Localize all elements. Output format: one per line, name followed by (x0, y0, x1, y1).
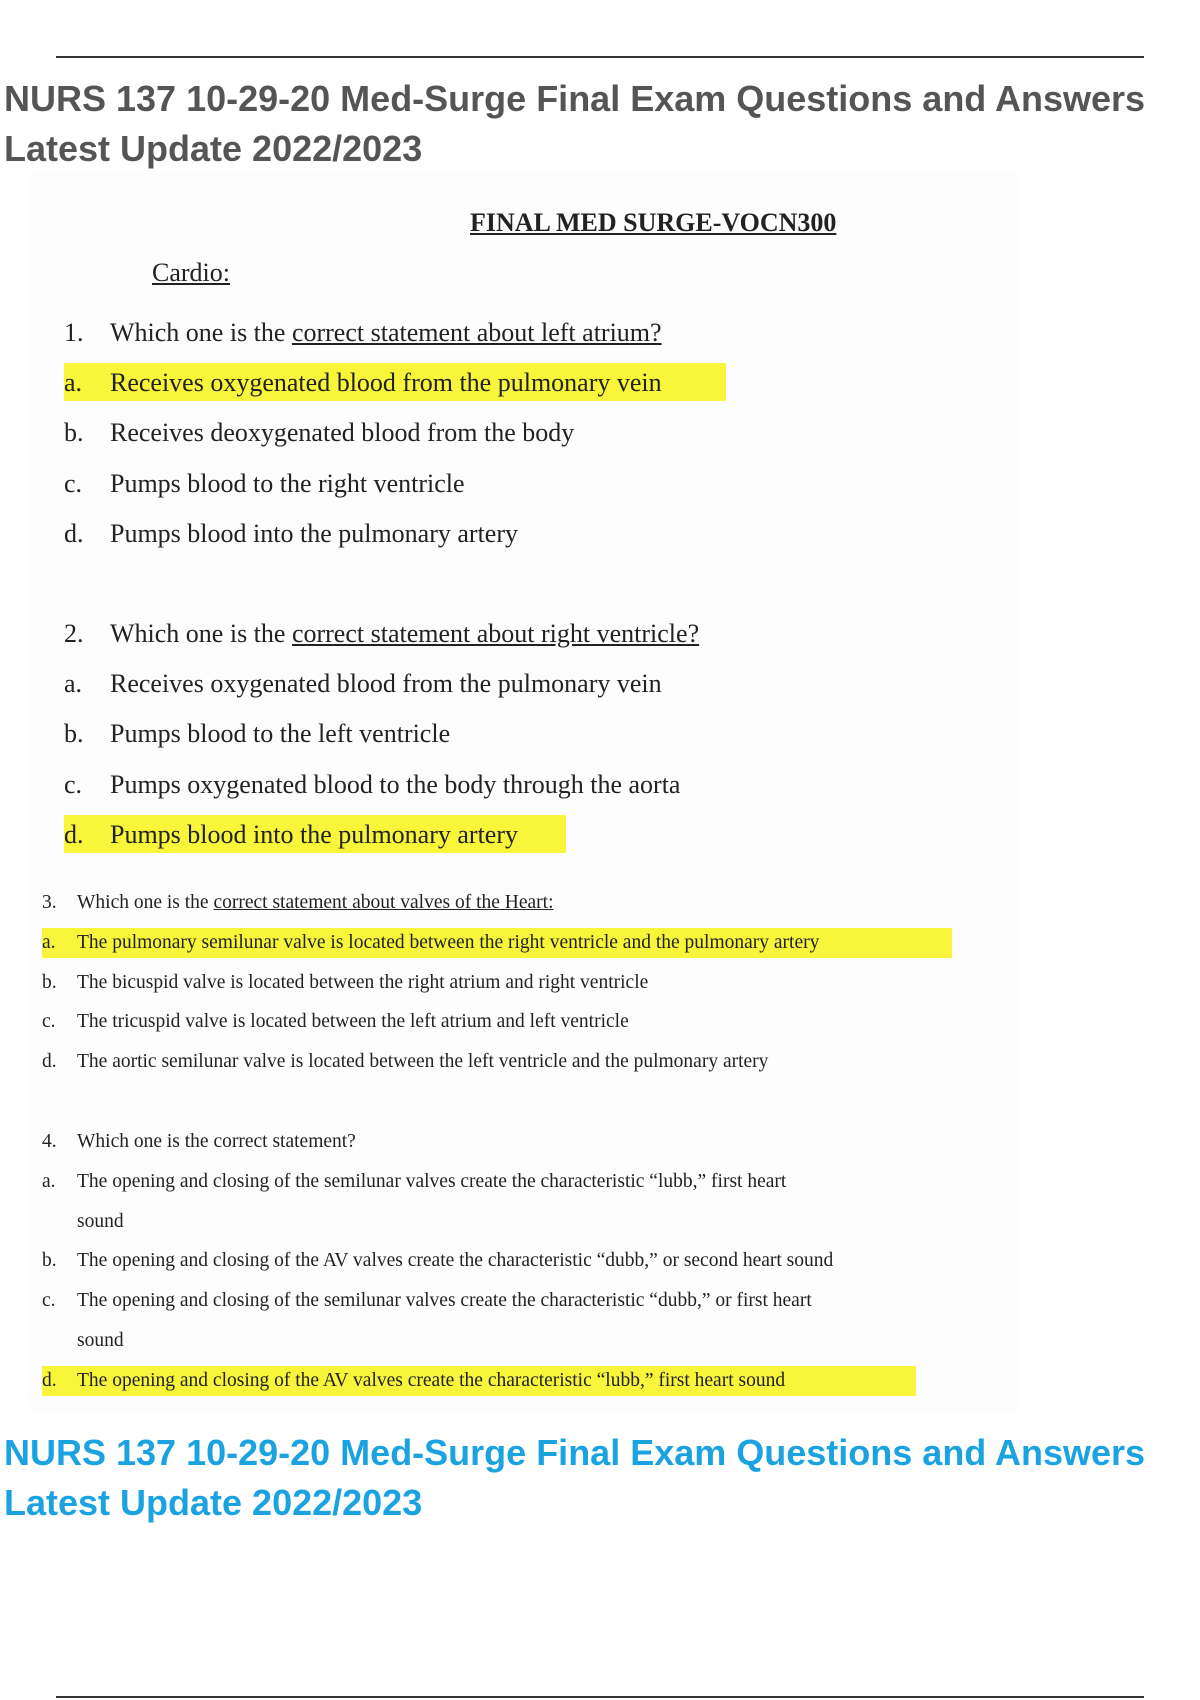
question-underlined-text: correct statement about left atrium? (291, 318, 662, 347)
question-text: Which one is the (77, 892, 214, 913)
option-text: Pumps blood into the pulmonary artery (110, 820, 519, 849)
question-text: Which one is the (110, 318, 292, 347)
option-label: b. (42, 972, 57, 993)
option-label: b. (64, 719, 84, 748)
document-footer-title (4, 1428, 1184, 1528)
question-underlined-text: correct statement about right ventricle? (291, 619, 700, 648)
option-label: c. (64, 770, 83, 799)
question-number: 3. (42, 892, 57, 913)
option-text: Receives deoxygenated blood from the body (110, 418, 575, 447)
option-label: d. (42, 1051, 57, 1072)
option-label: b. (64, 418, 84, 447)
option-text: Receives oxygenated blood from the pulmonary vein (110, 669, 662, 698)
option-text: The aortic semilunar valve is located between the left ventricle and the pulmonary artery (77, 1051, 769, 1072)
option-label: d. (64, 519, 84, 548)
top-divider (56, 56, 1144, 58)
option-text-continued: sound (77, 1211, 124, 1232)
question-text: Which one is the (110, 619, 292, 648)
question-number: 2. (64, 619, 84, 648)
option-label: a. (42, 932, 56, 953)
option-text: Pumps blood into the pulmonary artery (110, 519, 519, 548)
option-text: The pulmonary semilunar valve is located between the right ventricle and the pulmonary artery (77, 932, 820, 953)
option-label: d. (42, 1370, 57, 1391)
option-text: The opening and closing of the AV valves create the characteristic “lubb,” first heart sound (77, 1370, 786, 1391)
option-text: The opening and closing of the semilunar valves create the characteristic “lubb,” first heart (77, 1171, 787, 1192)
section-title: Cardio: (152, 258, 230, 287)
document-title-line-1: NURS 137 10-29-20 Med-Surge Final Exam Questions and Answers (4, 78, 1146, 119)
option-text: Pumps blood to the right ventricle (110, 469, 465, 498)
option-text: Receives oxygenated blood from the pulmonary vein (110, 368, 662, 397)
option-label: c. (42, 1011, 56, 1032)
exam-heading: FINAL MED SURGE-VOCN300 (470, 208, 837, 237)
option-label: c. (42, 1290, 56, 1311)
option-text: Pumps blood to the left ventricle (110, 719, 451, 748)
option-label: a. (64, 368, 83, 397)
option-label: a. (42, 1171, 56, 1192)
option-text: The bicuspid valve is located between the right atrium and right ventricle (77, 972, 649, 993)
question-text: Which one is the correct statement? (77, 1131, 356, 1152)
bottom-divider (56, 1696, 1144, 1698)
footer-title-line-1: NURS 137 10-29-20 Med-Surge Final Exam Questions and Answers (4, 1432, 1146, 1473)
option-label: a. (64, 669, 83, 698)
option-text: The opening and closing of the semilunar valves create the characteristic “dubb,” or first heart (77, 1290, 812, 1311)
option-text: Pumps oxygenated blood to the body through the aorta (110, 770, 681, 799)
document-title (4, 74, 1184, 174)
option-text: The tricuspid valve is located between the left atrium and left ventricle (77, 1011, 629, 1032)
document-title-line-2: Latest Update 2022/2023 (4, 128, 423, 169)
option-label: b. (42, 1250, 57, 1271)
option-label: c. (64, 469, 83, 498)
question-underlined-text: correct statement about valves of the Heart: (213, 892, 554, 913)
option-label: d. (64, 820, 84, 849)
question-number: 1. (64, 318, 84, 347)
question-number: 4. (42, 1131, 57, 1152)
option-text-continued: sound (77, 1330, 124, 1351)
footer-title-line-2: Latest Update 2022/2023 (4, 1482, 423, 1523)
option-text: The opening and closing of the AV valves create the characteristic “dubb,” or second heart sound (77, 1250, 834, 1271)
